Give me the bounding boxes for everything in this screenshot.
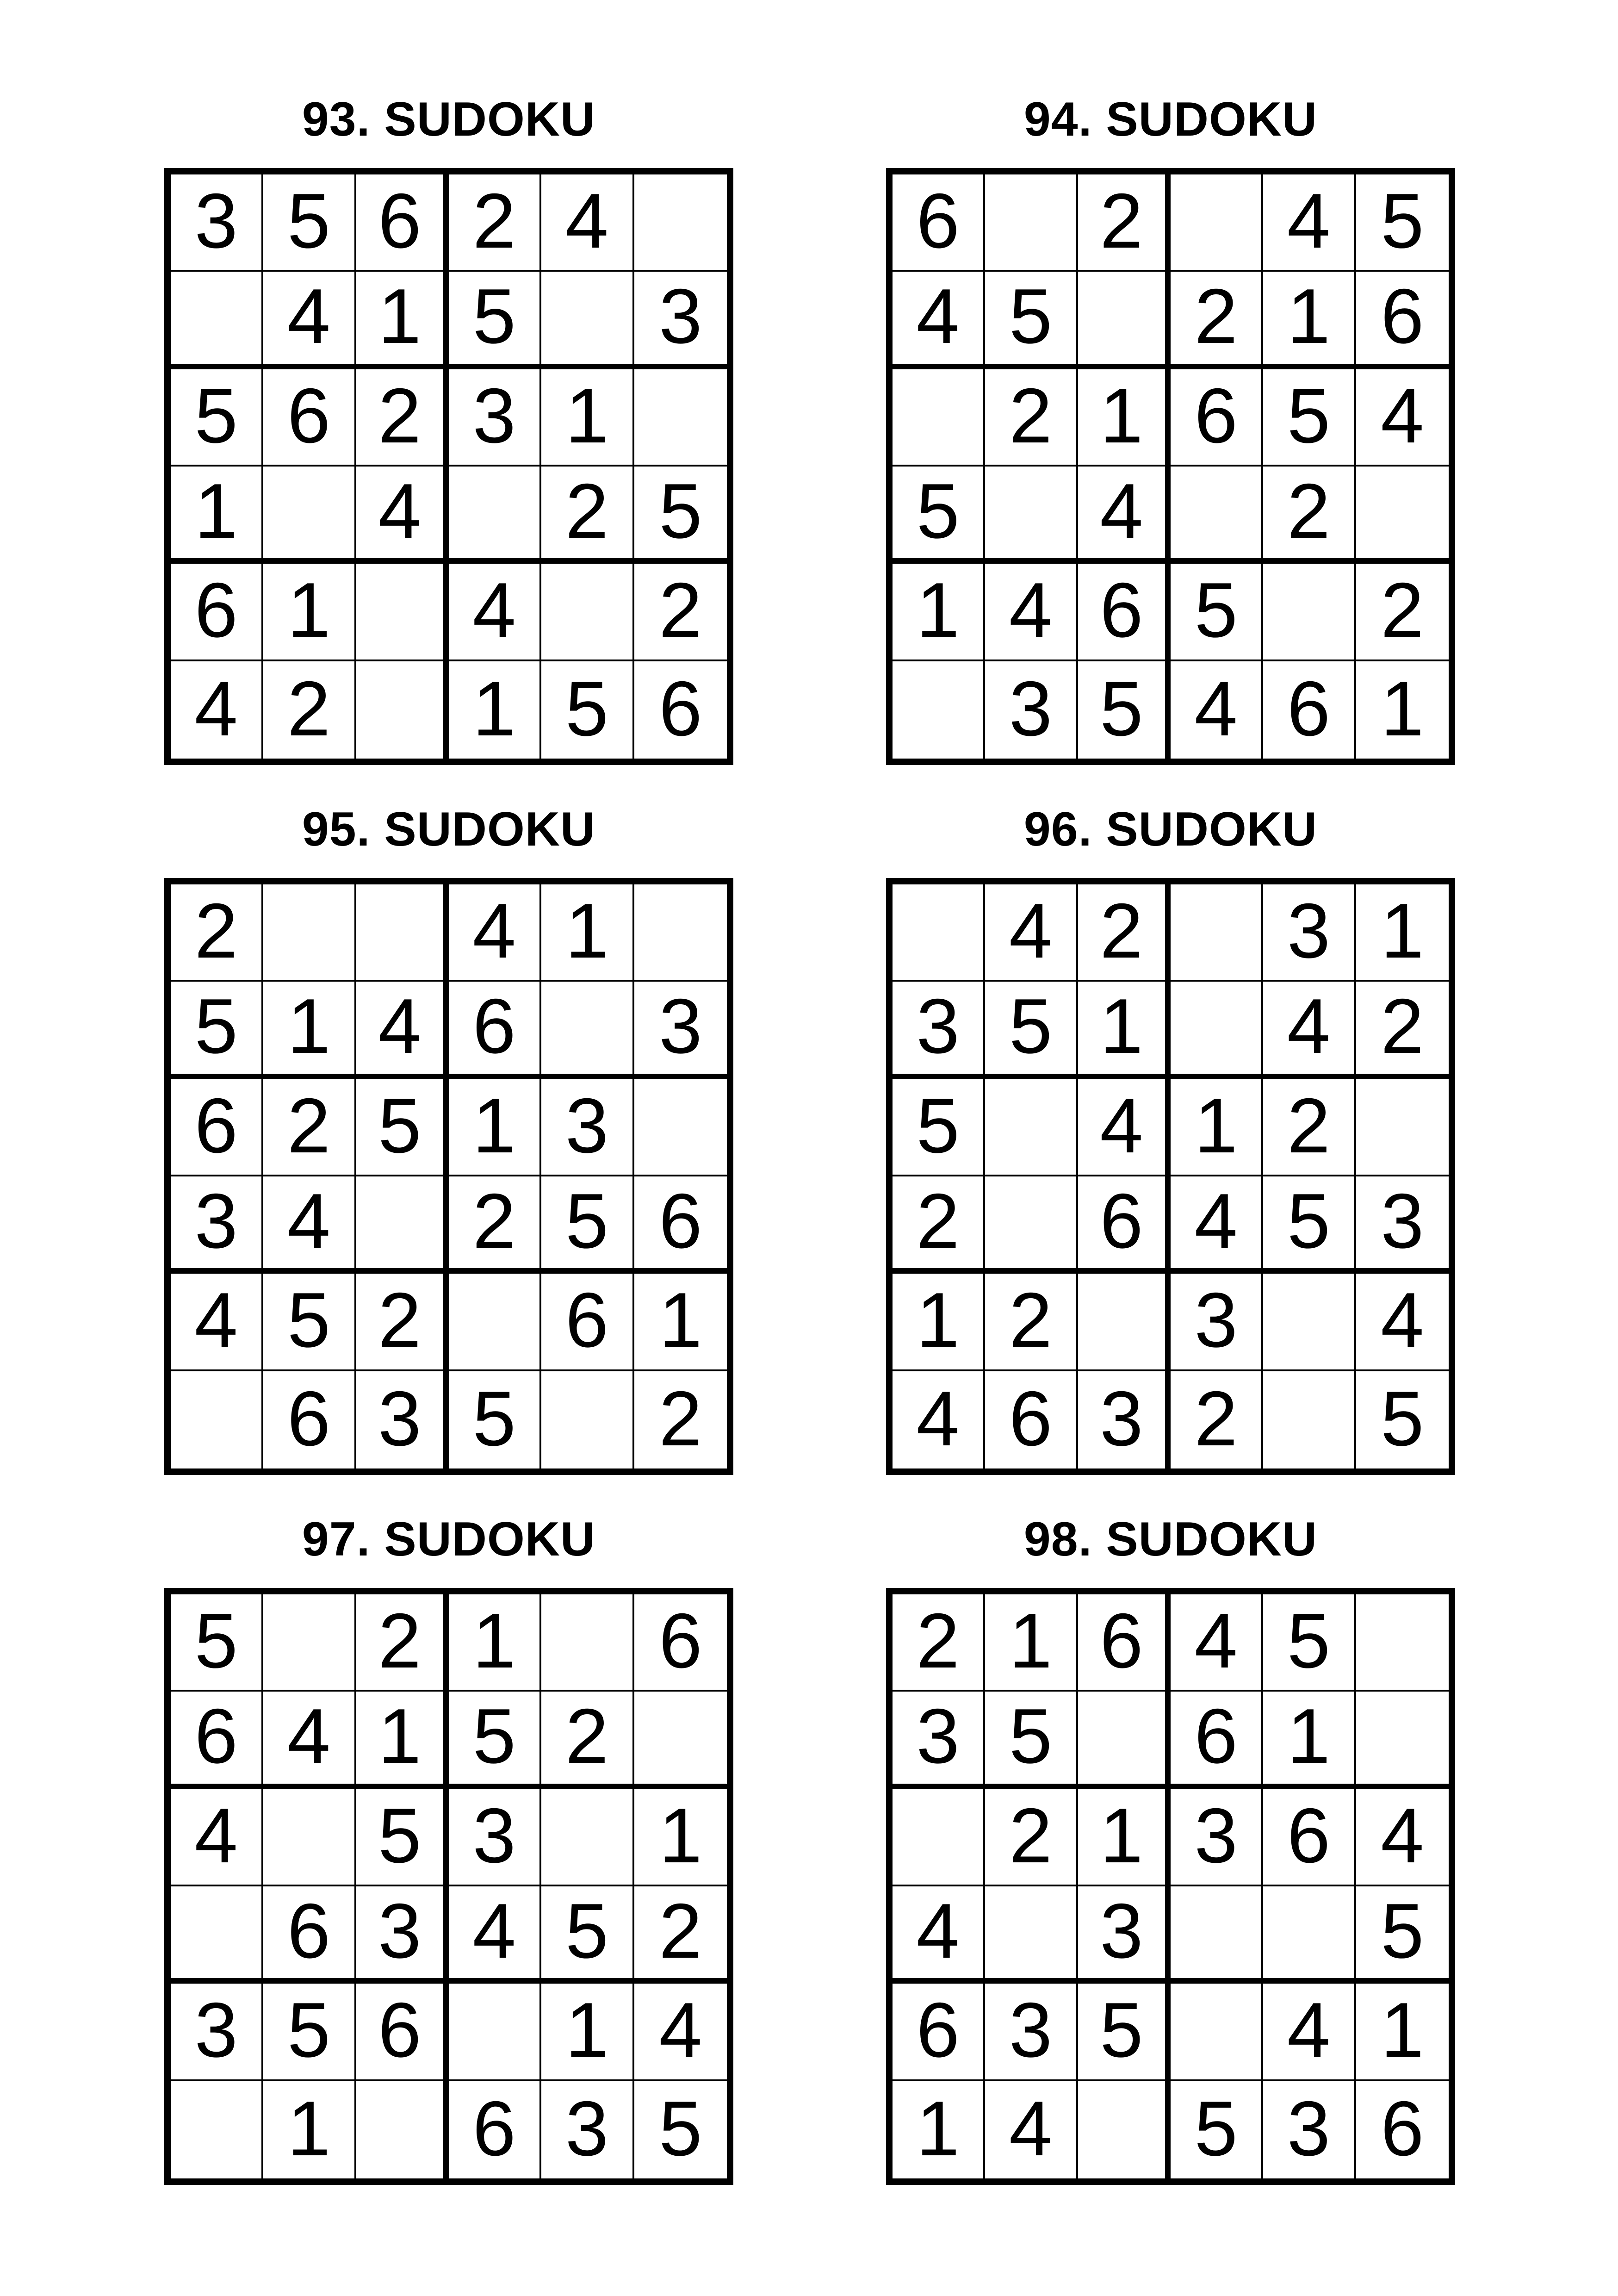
empty-cell[interactable]: [263, 1789, 356, 1886]
empty-cell[interactable]: [985, 1886, 1078, 1984]
given-digit-cell: 6: [634, 1594, 727, 1692]
empty-cell[interactable]: [541, 1789, 634, 1886]
given-digit-cell: 6: [449, 2081, 541, 2178]
puzzle-title: 96. SUDOKU: [1023, 803, 1318, 856]
given-digit-cell: 2: [893, 1594, 985, 1692]
given-digit-cell: 6: [263, 1886, 356, 1984]
given-digit-cell: 6: [263, 1371, 356, 1468]
given-digit-cell: 3: [985, 661, 1078, 759]
given-digit-cell: 1: [356, 272, 449, 369]
empty-cell[interactable]: [1356, 1079, 1449, 1176]
given-digit-cell: 5: [1171, 2081, 1263, 2178]
empty-cell[interactable]: [356, 884, 449, 982]
puzzle-title: 95. SUDOKU: [302, 803, 596, 856]
given-digit-cell: 5: [356, 1789, 449, 1886]
given-digit-cell: 3: [1171, 1274, 1263, 1371]
given-digit-cell: 5: [449, 272, 541, 369]
empty-cell[interactable]: [263, 467, 356, 564]
given-digit-cell: 1: [985, 1594, 1078, 1692]
given-digit-cell: 4: [985, 564, 1078, 661]
given-digit-cell: 5: [1078, 661, 1171, 759]
empty-cell[interactable]: [171, 1371, 263, 1468]
given-digit-cell: 2: [1356, 982, 1449, 1079]
given-digit-cell: 2: [449, 1176, 541, 1274]
empty-cell[interactable]: [1263, 1274, 1356, 1371]
given-digit-cell: 3: [171, 174, 263, 272]
empty-cell[interactable]: [449, 467, 541, 564]
empty-cell[interactable]: [634, 1079, 727, 1176]
given-digit-cell: 6: [1171, 1692, 1263, 1789]
given-digit-cell: 5: [985, 982, 1078, 1079]
given-digit-cell: 2: [263, 1079, 356, 1176]
given-digit-cell: 5: [1078, 1984, 1171, 2081]
given-digit-cell: 5: [263, 174, 356, 272]
given-digit-cell: 4: [356, 467, 449, 564]
given-digit-cell: 6: [1356, 272, 1449, 369]
given-digit-cell: 5: [893, 1079, 985, 1176]
given-digit-cell: 3: [1263, 884, 1356, 982]
given-digit-cell: 1: [541, 369, 634, 467]
given-digit-cell: 4: [1171, 1176, 1263, 1274]
given-digit-cell: 4: [1263, 1984, 1356, 2081]
given-digit-cell: 3: [634, 272, 727, 369]
given-digit-cell: 3: [171, 1984, 263, 2081]
empty-cell[interactable]: [541, 982, 634, 1079]
given-digit-cell: 2: [356, 1594, 449, 1692]
empty-cell[interactable]: [1356, 1594, 1449, 1692]
given-digit-cell: 4: [541, 174, 634, 272]
given-digit-cell: 2: [263, 661, 356, 759]
empty-cell[interactable]: [449, 1984, 541, 2081]
given-digit-cell: 1: [1356, 884, 1449, 982]
empty-cell[interactable]: [449, 1274, 541, 1371]
given-digit-cell: 4: [263, 1692, 356, 1789]
empty-cell[interactable]: [1356, 467, 1449, 564]
given-digit-cell: 5: [541, 661, 634, 759]
given-digit-cell: 4: [171, 1789, 263, 1886]
given-digit-cell: 2: [356, 1274, 449, 1371]
given-digit-cell: 5: [985, 272, 1078, 369]
sudoku-grid: [886, 1588, 1455, 2185]
given-digit-cell: 1: [263, 564, 356, 661]
given-digit-cell: 5: [893, 467, 985, 564]
empty-cell[interactable]: [541, 1594, 634, 1692]
given-digit-cell: 6: [1078, 1594, 1171, 1692]
empty-cell[interactable]: [356, 661, 449, 759]
given-digit-cell: 4: [1356, 1789, 1449, 1886]
empty-cell[interactable]: [985, 1176, 1078, 1274]
given-digit-cell: 4: [263, 1176, 356, 1274]
given-digit-cell: 1: [1078, 1789, 1171, 1886]
empty-cell[interactable]: [541, 272, 634, 369]
given-digit-cell: 2: [1078, 174, 1171, 272]
given-digit-cell: 3: [1171, 1789, 1263, 1886]
empty-cell[interactable]: [893, 661, 985, 759]
given-digit-cell: 2: [1171, 1371, 1263, 1468]
given-digit-cell: 6: [893, 174, 985, 272]
empty-cell[interactable]: [1171, 174, 1263, 272]
empty-cell[interactable]: [985, 467, 1078, 564]
empty-cell[interactable]: [1171, 982, 1263, 1079]
given-digit-cell: 3: [634, 982, 727, 1079]
given-digit-cell: 5: [1356, 1886, 1449, 1984]
given-digit-cell: 2: [659, 1375, 702, 1462]
empty-cell[interactable]: [1078, 2081, 1171, 2178]
given-digit-cell: 6: [1078, 1176, 1171, 1274]
empty-cell[interactable]: [356, 1176, 449, 1274]
given-digit-cell: 1: [1356, 1984, 1449, 2081]
given-digit-cell: 4: [985, 2081, 1078, 2178]
given-digit-cell: 1: [1263, 272, 1356, 369]
empty-cell[interactable]: [1263, 1886, 1356, 1984]
given-digit-cell: 6: [1171, 369, 1263, 467]
given-digit-cell: 1: [541, 1984, 634, 2081]
empty-cell[interactable]: [171, 1886, 263, 1984]
given-digit-cell: 3: [985, 1984, 1078, 2081]
given-digit-cell: 3: [893, 1692, 985, 1789]
given-digit-cell: 3: [356, 1886, 449, 1984]
empty-cell[interactable]: [893, 369, 985, 467]
given-digit-cell: 6: [893, 1984, 985, 2081]
given-digit-cell: 1: [1078, 369, 1171, 467]
empty-cell[interactable]: [356, 2081, 449, 2178]
given-digit-cell: 2: [634, 564, 727, 661]
given-digit-cell: 4: [1263, 174, 1356, 272]
given-digit-cell: 3: [449, 1789, 541, 1886]
given-digit-cell: 1: [449, 1594, 541, 1692]
sudoku-grid: [886, 168, 1455, 765]
given-digit-cell: 2: [893, 1176, 985, 1274]
given-digit-cell: 1: [541, 884, 634, 982]
empty-cell[interactable]: [1078, 272, 1171, 369]
given-digit-cell: 5: [541, 1886, 634, 1984]
given-digit-cell: 3: [541, 2081, 634, 2178]
given-digit-cell: 6: [541, 1274, 634, 1371]
given-digit-cell: 4: [171, 661, 263, 759]
given-digit-cell: 1: [449, 1079, 541, 1176]
empty-cell[interactable]: [634, 884, 727, 982]
given-digit-cell: 2: [985, 369, 1078, 467]
given-digit-cell: 1: [893, 564, 985, 661]
given-digit-cell: 4: [893, 1886, 985, 1984]
given-digit-cell: 6: [1381, 2084, 1424, 2172]
given-digit-cell: 2: [171, 884, 263, 982]
given-digit-cell: 2: [1263, 467, 1356, 564]
empty-cell[interactable]: [1171, 467, 1263, 564]
given-digit-cell: 5: [356, 1079, 449, 1176]
given-digit-cell: 2: [634, 1886, 727, 1984]
given-digit-cell: 4: [171, 1274, 263, 1371]
given-digit-cell: 3: [893, 982, 985, 1079]
empty-cell[interactable]: [634, 1692, 727, 1789]
given-digit-cell: 2: [356, 369, 449, 467]
given-digit-cell: 5: [449, 1692, 541, 1789]
puzzle-title: 94. SUDOKU: [1023, 93, 1318, 146]
given-digit-cell: 1: [893, 1274, 985, 1371]
given-digit-cell: 2: [985, 1274, 1078, 1371]
empty-cell[interactable]: [263, 1594, 356, 1692]
given-digit-cell: 5: [171, 369, 263, 467]
empty-cell[interactable]: [893, 884, 985, 982]
empty-cell[interactable]: [634, 174, 727, 272]
given-digit-cell: 5: [1381, 1375, 1424, 1462]
empty-cell[interactable]: [1078, 1274, 1171, 1371]
empty-cell[interactable]: [171, 272, 263, 369]
given-digit-cell: 6: [1263, 661, 1356, 759]
given-digit-cell: 1: [171, 467, 263, 564]
given-digit-cell: 2: [449, 174, 541, 272]
empty-cell[interactable]: [893, 1789, 985, 1886]
given-digit-cell: 3: [1078, 1371, 1171, 1468]
given-digit-cell: 5: [171, 982, 263, 1079]
given-digit-cell: 3: [356, 1371, 449, 1468]
given-digit-cell: 1: [263, 982, 356, 1079]
given-digit-cell: 4: [1171, 661, 1263, 759]
given-digit-cell: 4: [263, 272, 356, 369]
given-digit-cell: 4: [1171, 1594, 1263, 1692]
given-digit-cell: 2: [1356, 564, 1449, 661]
empty-cell[interactable]: [263, 884, 356, 982]
given-digit-cell: 1: [1381, 665, 1424, 752]
given-digit-cell: 1: [634, 1274, 727, 1371]
empty-cell[interactable]: [541, 1371, 634, 1468]
given-digit-cell: 4: [893, 1371, 985, 1468]
given-digit-cell: 1: [893, 2081, 985, 2178]
given-digit-cell: 5: [985, 1692, 1078, 1789]
given-digit-cell: 1: [1263, 1692, 1356, 1789]
given-digit-cell: 3: [541, 1079, 634, 1176]
given-digit-cell: 4: [356, 982, 449, 1079]
empty-cell[interactable]: [1078, 1692, 1171, 1789]
given-digit-cell: 4: [1263, 982, 1356, 1079]
given-digit-cell: 4: [634, 1984, 727, 2081]
puzzle-title: 97. SUDOKU: [302, 1512, 596, 1566]
given-digit-cell: 2: [985, 1789, 1078, 1886]
given-digit-cell: 5: [171, 1594, 263, 1692]
given-digit-cell: 3: [1356, 1176, 1449, 1274]
given-digit-cell: 4: [1356, 1274, 1449, 1371]
given-digit-cell: 4: [1078, 1079, 1171, 1176]
empty-cell[interactable]: [985, 1079, 1078, 1176]
given-digit-cell: 2: [541, 467, 634, 564]
given-digit-cell: 2: [1171, 272, 1263, 369]
empty-cell[interactable]: [1263, 564, 1356, 661]
given-digit-cell: 6: [171, 1692, 263, 1789]
given-digit-cell: 6: [449, 982, 541, 1079]
sudoku-grid: [164, 168, 733, 765]
given-digit-cell: 5: [263, 1984, 356, 2081]
empty-cell[interactable]: [541, 564, 634, 661]
empty-cell[interactable]: [1171, 1984, 1263, 2081]
given-digit-cell: 1: [1171, 1079, 1263, 1176]
empty-cell[interactable]: [171, 2081, 263, 2178]
empty-cell[interactable]: [634, 369, 727, 467]
puzzle-title: 93. SUDOKU: [302, 93, 596, 146]
given-digit-cell: 3: [1263, 2081, 1356, 2178]
given-digit-cell: 5: [1356, 174, 1449, 272]
given-digit-cell: 2: [1078, 884, 1171, 982]
given-digit-cell: 2: [541, 1692, 634, 1789]
given-digit-cell: 6: [356, 1984, 449, 2081]
puzzle-title: 98. SUDOKU: [1023, 1512, 1318, 1566]
given-digit-cell: 6: [171, 1079, 263, 1176]
given-digit-cell: 1: [263, 2081, 356, 2178]
given-digit-cell: 5: [1171, 564, 1263, 661]
given-digit-cell: 5: [659, 2084, 702, 2172]
given-digit-cell: 5: [541, 1176, 634, 1274]
sudoku-grid: [164, 1588, 733, 2185]
given-digit-cell: 6: [985, 1371, 1078, 1468]
given-digit-cell: 4: [449, 884, 541, 982]
empty-cell[interactable]: [985, 174, 1078, 272]
given-digit-cell: 5: [1263, 1594, 1356, 1692]
given-digit-cell: 5: [634, 467, 727, 564]
given-digit-cell: 6: [1263, 1789, 1356, 1886]
given-digit-cell: 6: [634, 1176, 727, 1274]
given-digit-cell: 1: [634, 1789, 727, 1886]
given-digit-cell: 6: [659, 665, 702, 752]
sudoku-grid: [886, 878, 1455, 1475]
given-digit-cell: 6: [171, 564, 263, 661]
given-digit-cell: 1: [356, 1692, 449, 1789]
given-digit-cell: 4: [893, 272, 985, 369]
given-digit-cell: 5: [1263, 1176, 1356, 1274]
given-digit-cell: 5: [449, 1371, 541, 1468]
given-digit-cell: 3: [449, 369, 541, 467]
empty-cell[interactable]: [1171, 1886, 1263, 1984]
given-digit-cell: 6: [356, 174, 449, 272]
given-digit-cell: 2: [1263, 1079, 1356, 1176]
given-digit-cell: 3: [1078, 1886, 1171, 1984]
given-digit-cell: 5: [1263, 369, 1356, 467]
given-digit-cell: 1: [449, 661, 541, 759]
given-digit-cell: 4: [985, 884, 1078, 982]
given-digit-cell: 4: [1356, 369, 1449, 467]
sudoku-grid: [164, 878, 733, 1475]
given-digit-cell: 6: [1078, 564, 1171, 661]
given-digit-cell: 4: [449, 1886, 541, 1984]
given-digit-cell: 3: [171, 1176, 263, 1274]
empty-cell[interactable]: [1356, 1692, 1449, 1789]
given-digit-cell: 1: [1078, 982, 1171, 1079]
empty-cell[interactable]: [356, 564, 449, 661]
given-digit-cell: 4: [449, 564, 541, 661]
empty-cell[interactable]: [1263, 1371, 1356, 1468]
empty-cell[interactable]: [1171, 884, 1263, 982]
given-digit-cell: 5: [263, 1274, 356, 1371]
given-digit-cell: 4: [1078, 467, 1171, 564]
given-digit-cell: 6: [263, 369, 356, 467]
